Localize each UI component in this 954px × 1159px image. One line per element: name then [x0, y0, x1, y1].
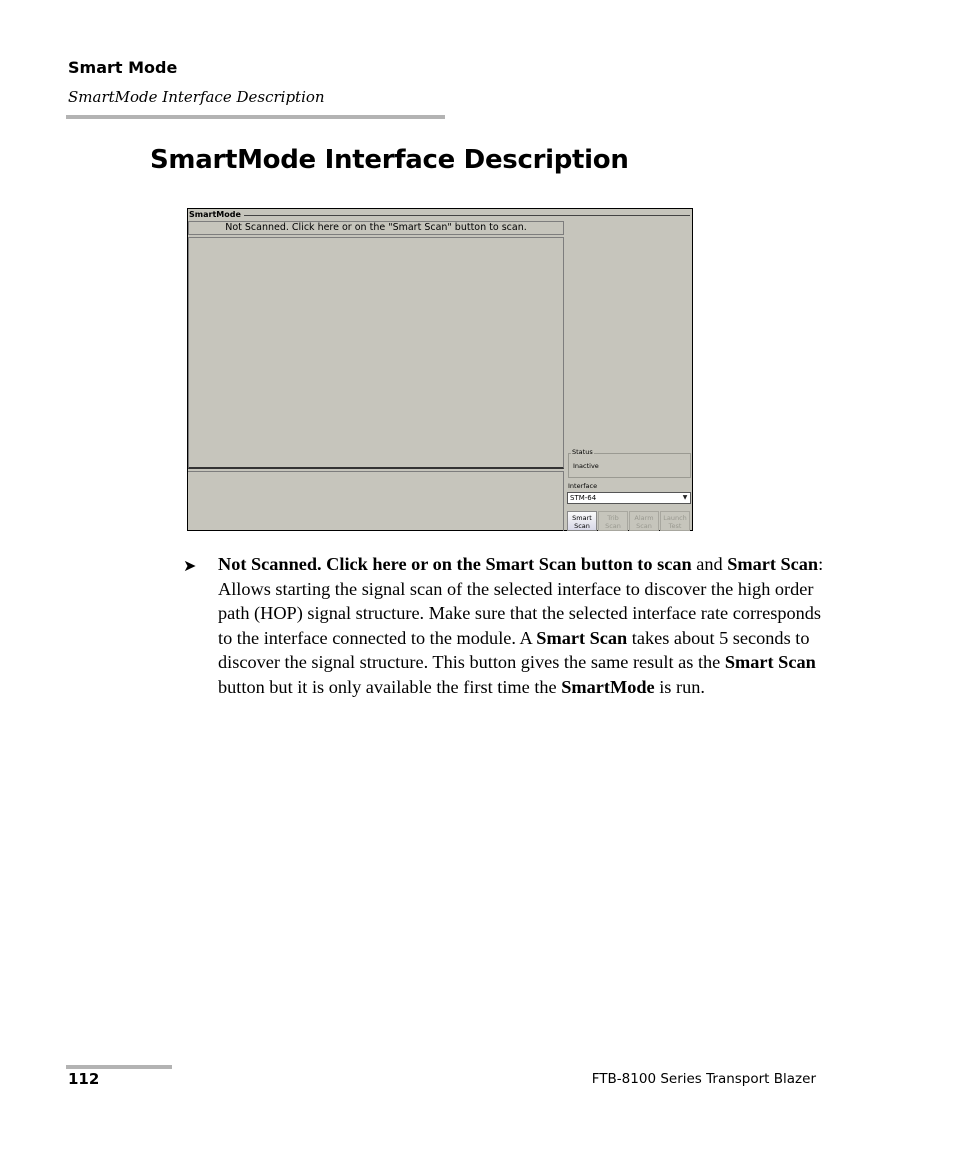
interface-selected-value: STM-64 [570, 494, 597, 502]
alarm-scan-button[interactable]: Alarm Scan [629, 511, 659, 531]
page-title: SmartMode Interface Description [150, 145, 629, 175]
footer-divider [66, 1065, 172, 1069]
page-number: 112 [68, 1070, 100, 1088]
document-title: FTB-8100 Series Transport Blazer [591, 1071, 816, 1087]
status-label: Status [572, 448, 593, 456]
launch-test-button[interactable]: Launch Test [660, 511, 690, 531]
not-scanned-banner[interactable]: Not Scanned. Click here or on the "Smart Scan" button to scan. [188, 221, 564, 235]
description-paragraph: Not Scanned. Click here or on the Smart Scan button to scan and Smart Scan: Allows starting the signal scan of the selected interface to discover the high order path (HOP) signal structure. Make sure that the selected interface rate corresponds to the interface connected to the module. A Smart Scan takes about 5 seconds to discover the signal structure. This button gives the same result as the Smart Scan button but it is only available the first time the SmartMode is run. [218, 554, 824, 697]
interface-select[interactable] [567, 492, 691, 504]
group-border [238, 215, 690, 216]
trib-scan-button[interactable]: Trib Scan [598, 511, 628, 531]
group-title: SmartMode [189, 210, 244, 219]
smart-scan-button[interactable]: Smart Scan [567, 511, 597, 531]
signal-structure-pane [188, 237, 564, 469]
running-header-section: SmartMode Interface Description [68, 88, 325, 106]
chevron-down-icon[interactable]: ▼ [682, 494, 688, 501]
smartmode-screenshot [187, 208, 693, 531]
arrow-bullet-icon: ➤ [183, 556, 197, 575]
details-pane [188, 471, 564, 531]
running-header-chapter: Smart Mode [68, 58, 178, 77]
interface-label: Interface [568, 482, 598, 490]
status-value: Inactive [573, 462, 599, 470]
header-divider [66, 115, 445, 119]
